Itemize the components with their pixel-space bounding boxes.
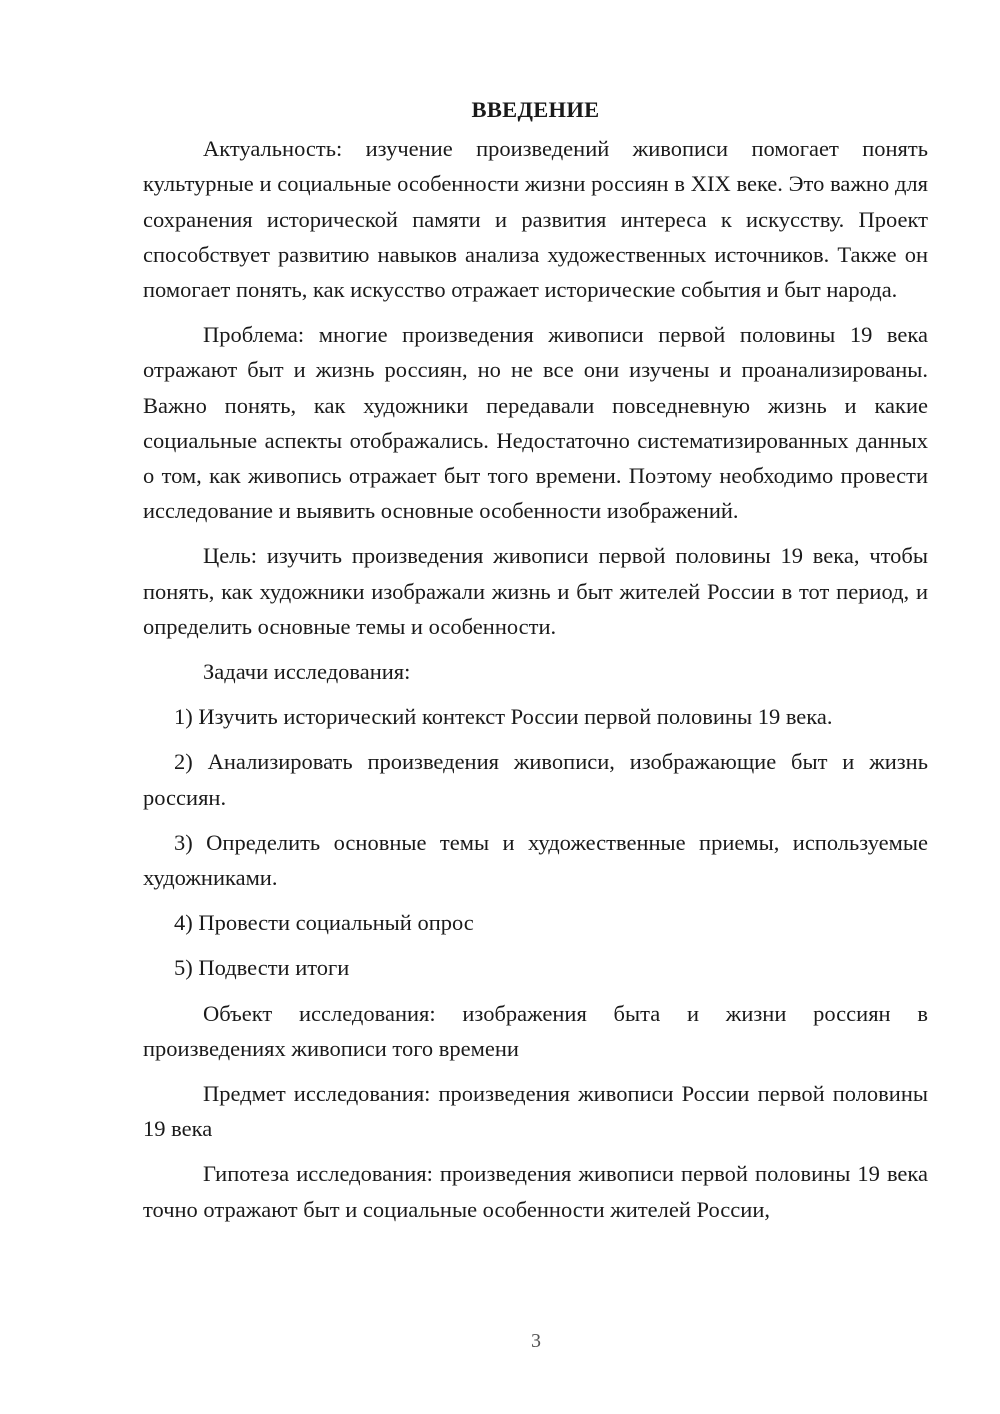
section-heading: ВВЕДЕНИЕ [471, 97, 600, 122]
page-number: 3 [531, 1330, 541, 1352]
relevance-paragraph: Актуальность: изучение произведений живописи помогает понять культурные и социальные особенности жизни россиян в XIX веке. Это важно для сохранения исторической памяти и развития интереса к искусству. Проект способствует развитию навыков анализа художественных источников. Также он помогает понять, как искусство отражает исторические события и быт народа. [143, 136, 928, 303]
goal-paragraph: Цель: изучить произведения живописи первой половины 19 века, чтобы понять, как художники изображали жизнь и быт жителей России в тот период, и определить основные темы и особенности. [143, 543, 928, 639]
subject-paragraph: Предмет исследования: произведения живописи России первой половины 19 века [143, 1081, 928, 1142]
page-content [143, 92, 928, 1237]
task-item-2: 2) Анализировать произведения живописи, изображающие быт и жизнь россиян. [143, 749, 928, 810]
task-item-3: 3) Определить основные темы и художественные приемы, используемые художниками. [143, 829, 928, 891]
task-item-1: 1) Изучить исторический контекст России первой половины 19 века. [174, 704, 833, 730]
task-item-5: 5) Подвести итоги [174, 955, 350, 981]
object-paragraph: Объект исследования: изображения быта и жизни россиян в произведениях живописи того времени [143, 1000, 928, 1061]
task-item-4: 4) Провести социальный опрос [174, 910, 474, 936]
hypothesis-paragraph: Гипотеза исследования: произведения живописи первой половины 19 века точно отражают быт и социальные особенности жителей России, [143, 1161, 928, 1222]
problem-paragraph: Проблема: многие произведения живописи первой половины 19 века отражают быт и жизнь россиян, но не все они изучены и проанализированы. Важно понять, как художники передавали повседневную жизнь и какие социальные аспекты отображались. Недостаточно систематизированных данных о том, как живопись отражает быт того времени. Поэтому необходимо провести исследование и выявить основные особенности изображений. [143, 322, 928, 524]
tasks-title: Задачи исследования: [203, 659, 411, 685]
